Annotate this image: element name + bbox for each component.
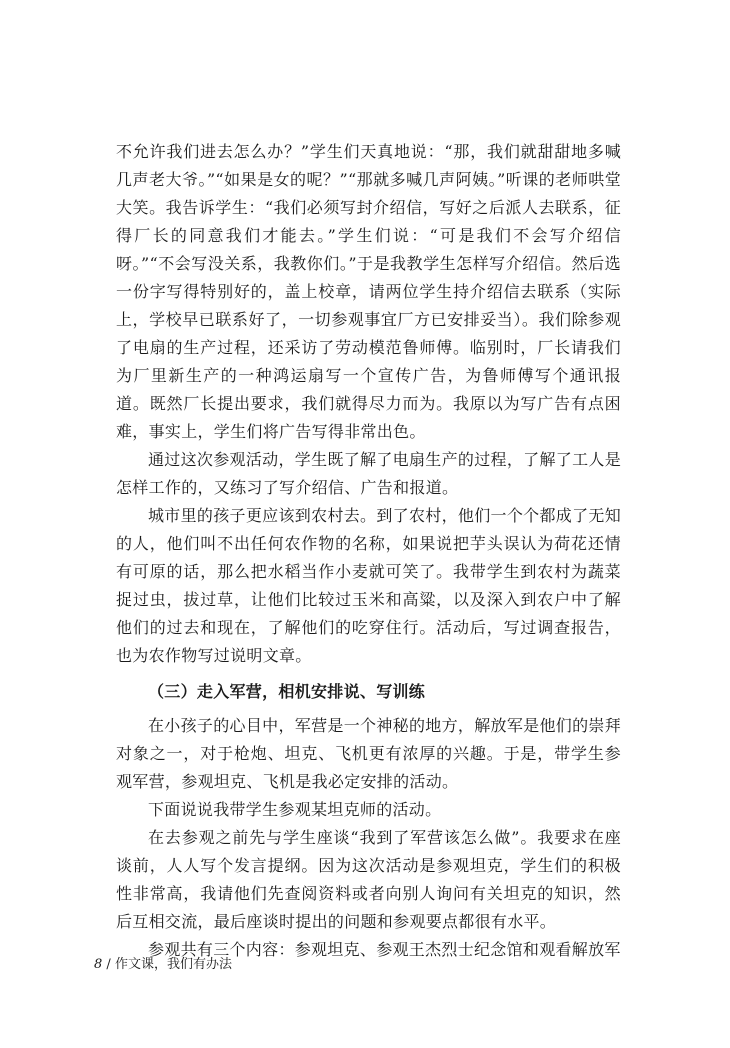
paragraph-2: 通过这次参观活动，学生既了解了电扇生产的过程，了解了工人是怎样工作的，又练习了写介绍信、广告和报道。 (116, 450, 621, 497)
paragraph-5: 下面说说我带学生参观某坦克师的活动。 (148, 800, 442, 819)
page-number: 8 (94, 957, 103, 972)
section-heading: （三）走入军营，相机安排说、写训练 (148, 682, 426, 701)
paragraph-4: 在小孩子的心目中，军营是一个神秘的地方，解放军是他们的崇拜对象之一，对于枪炮、坦克、飞机更有浓厚的兴趣。于是，带学生参观军营，参观坦克、飞机是我必定安排的活动。 (116, 716, 621, 791)
page-footer (94, 956, 232, 974)
paragraph-7: 参观共有三个内容：参观坦克、参观王杰烈士纪念馆和观看解放军 (148, 940, 621, 959)
paragraph-1: 不允许我们进去怎么办？”学生们天真地说：“那，我们就甜甜地多喊几声老大爷。”“如果是女的呢？”“那就多喊几声阿姨。”听课的老师哄堂大笑。我告诉学生：“我们必须写封介绍信，写好之后派人去联系，征得厂长的同意我们才能去。”学生们说：“可是我们不会写介绍信呀。”“不会写没关系，我教你们。”于是我教学生怎样写介绍信。然后选一份字写得特别好的，盖上校章，请两位学生持介绍信去联系（实际上，学校早已联系好了，一切参观事宜厂方已安排妥当）。我们除参观了电扇的生产过程，还采访了劳动模范鲁师傅。临别时，厂长请我们为厂里新生产的一种鸿运扇写一个宣传广告，为鲁师傅写个通讯报道。既然厂长提出要求，我们就得尽力而为。我原以为写广告有点困难，事实上，学生们将广告写得非常出色。 (116, 142, 621, 441)
body-text (116, 138, 621, 964)
paragraph-3: 城市里的孩子更应该到农村去。到了农村，他们一个个都成了无知的人，他们叫不出任何农作物的名称，如果说把芋头误认为荷花还情有可原的话，那么把水稻当作小麦就可笑了。我带学生到农村为蔬菜捉过虫，拔过草，让他们比较过玉米和高粱，以及深入到农户中了解他们的过去和现在，了解他们的吃穿住行。活动后，写过调查报告，也为农作物写过说明文章。 (116, 506, 621, 665)
footer-separator: / (102, 957, 115, 972)
book-title: 作文课，我们有办法 (114, 957, 232, 972)
paragraph-6: 在去参观之前先与学生座谈“我到了军营该怎么做”。我要求在座谈前，人人写个发言提纲。因为这次活动是参观坦克，学生们的积极性非常高，我请他们先查阅资料或者向别人询问有关坦克的知识，然后互相交流，最后座谈时提出的问题和参观要点都很有水平。 (116, 828, 621, 931)
